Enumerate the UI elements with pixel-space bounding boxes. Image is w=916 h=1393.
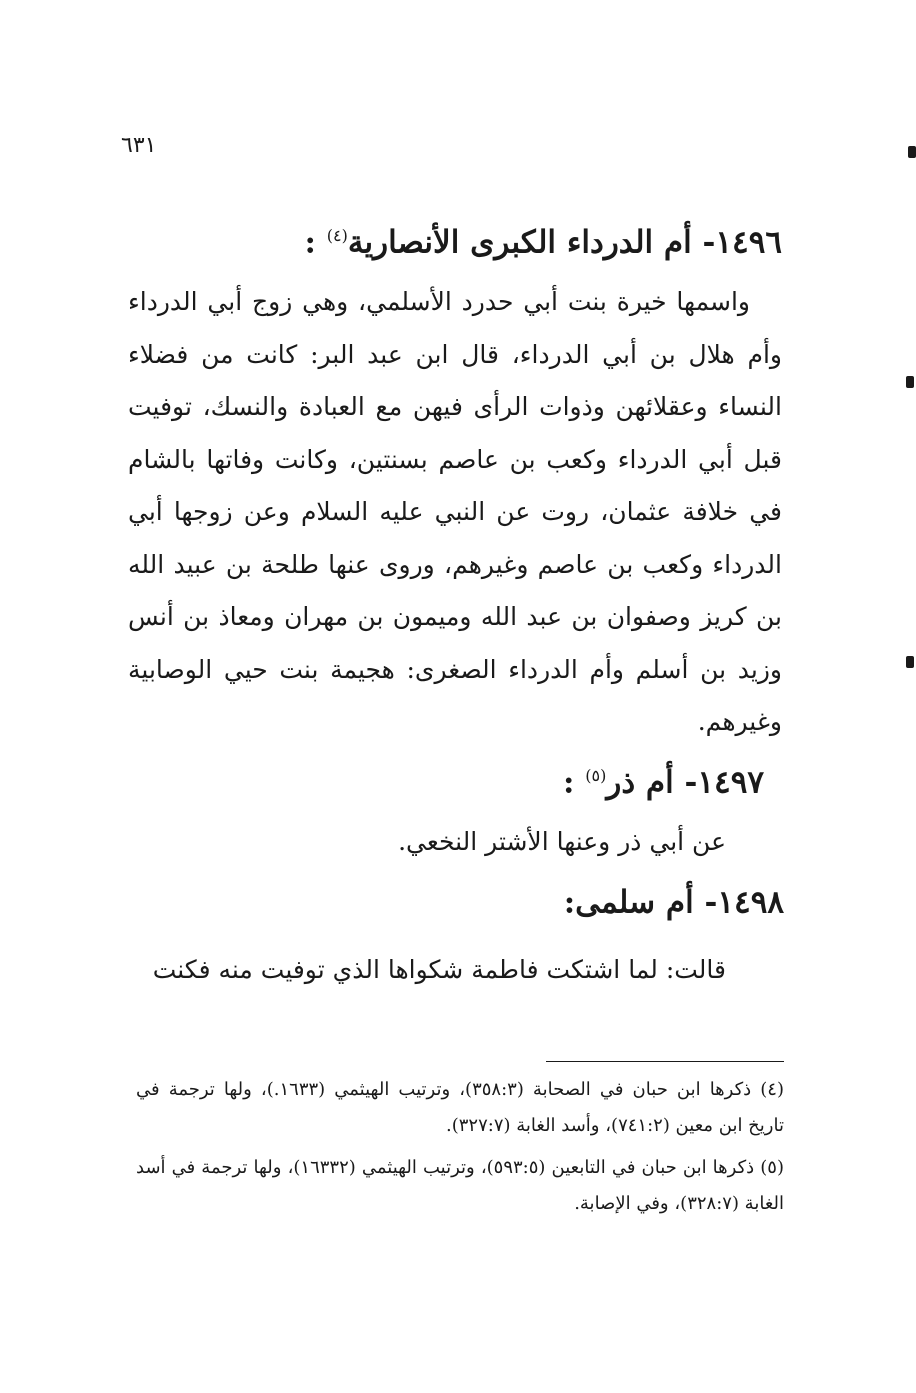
entry-heading xyxy=(128,876,784,922)
entry-body: واسمها خيرة بنت أبي حدرد الأسلمي، وهي زوج أبي الدرداء وأم هلال بن أبي الدرداء، قال ابن عبد البر: كانت من فضلاء النساء وعقلائهن وذوات الرأى فيهن مع العبادة والنسك، توفيت قبل أبي الدرداء وكعب بن عاصم بسنتين، وكانت وفاتها بالشام في خلافة عثمان، روت عن النبي عليه السلام وعن زوجها أبي الدرداء وكعب بن عاصم وغيرهم، وروى عنها طلحة بن عبيد الله بن كريز وصفوان بن عبد الله وميمون بن مهران ومعاذ بن أنس وزيد بن أسلم وأم الدرداء الصغرى: هجيمة بنت حيي الوصابية وغيرهم. xyxy=(128,287,782,736)
footnote-ref: (٥) xyxy=(585,766,607,785)
entry-heading xyxy=(128,756,764,802)
entry-1497-body xyxy=(128,816,758,869)
entry-1497 xyxy=(128,756,764,802)
footnote-divider xyxy=(546,1061,784,1062)
footnote-ref: (٤) xyxy=(326,226,348,245)
entry-heading-text: ١٤٩٨- أم سلمى: xyxy=(563,884,784,921)
entry-1496-body xyxy=(128,276,782,749)
scan-margin-mark xyxy=(908,146,916,158)
entry-body: عن أبي ذر وعنها الأشتر النخعي. xyxy=(398,827,726,856)
heading-suffix: : xyxy=(563,764,586,801)
entry-heading-text: ١٤٩٧- أم ذر xyxy=(606,764,764,801)
heading-suffix: : xyxy=(304,224,327,261)
entry-1496 xyxy=(128,216,782,262)
entry-1498-body xyxy=(128,944,758,997)
footnotes xyxy=(136,1072,784,1228)
scan-margin-mark xyxy=(906,656,914,668)
entry-1498 xyxy=(128,876,784,922)
page-number: ٦٣١ xyxy=(121,133,157,158)
footnote-5: (٥) ذكرها ابن حبان في التابعين (٥٩٣:٥)، وترتيب الهيثمي (١٦٣٣٢)، ولها ترجمة في أسد الغابة (٣٢٨:٧)، وفي الإصابة. xyxy=(136,1157,784,1214)
footnote-4: (٤) ذكرها ابن حبان في الصحابة (٣٥٨:٣)، وترتيب الهيثمي (١٦٣٣.)، ولها ترجمة في تاريخ ابن معين (٧٤١:٢)، وأسد الغابة (٣٢٧:٧). xyxy=(136,1079,784,1136)
scan-margin-mark xyxy=(906,376,914,388)
entry-heading-text: ١٤٩٦- أم الدرداء الكبرى الأنصارية xyxy=(347,224,782,261)
entry-heading xyxy=(128,216,782,262)
entry-body: قالت: لما اشتكت فاطمة شكواها الذي توفيت منه فكنت xyxy=(152,955,726,984)
